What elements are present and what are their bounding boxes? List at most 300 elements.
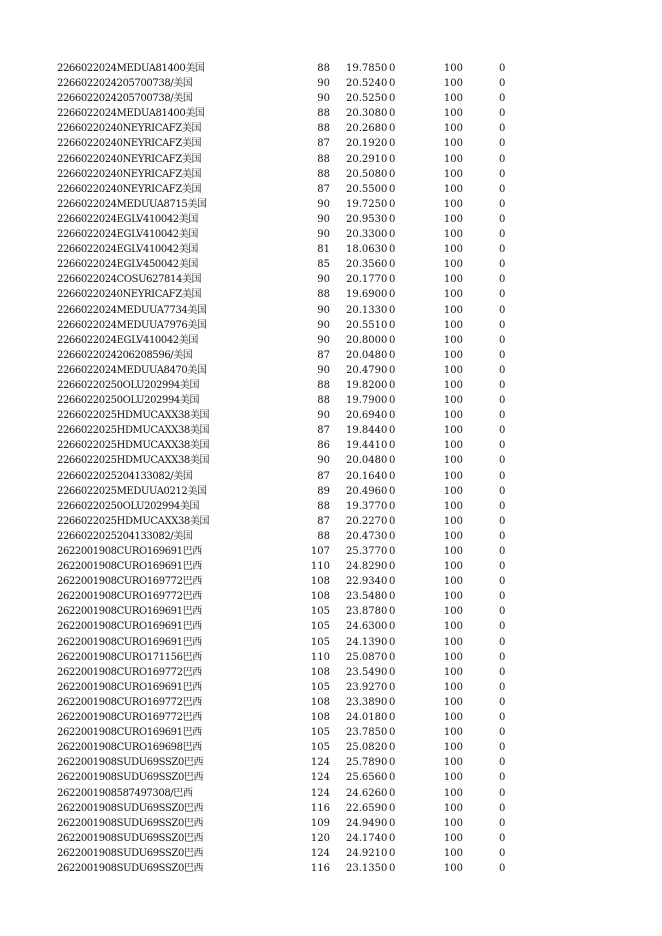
cell-code: 2622001908SUDU69SSZ0巴西 — [57, 832, 204, 844]
cell-zero: 0 — [499, 666, 506, 678]
cell-quantity: 90 — [317, 455, 330, 467]
cell-quantity: 105 — [310, 742, 330, 754]
cell-quantity: 81 — [317, 244, 330, 256]
cell-code: 2266022025HDMUCAXX38美国 — [57, 455, 210, 467]
cell-code: 2266022024206208596/美国 — [57, 349, 193, 361]
cell-zero: 0 — [389, 78, 396, 90]
cell-zero: 0 — [499, 757, 506, 769]
cell-hundred: 100 — [443, 862, 463, 874]
table-row — [0, 378, 662, 393]
cell-code: 2266022024MEDUUA7976美国 — [57, 319, 207, 331]
table-row — [0, 167, 662, 182]
cell-hundred: 100 — [443, 168, 463, 180]
cell-quantity: 105 — [310, 621, 330, 633]
cell-zero: 0 — [389, 259, 396, 271]
cell-zero: 0 — [499, 198, 506, 210]
cell-code: 2266022025HDMUCAXX38美国 — [57, 515, 210, 527]
cell-zero: 0 — [499, 410, 506, 422]
cell-rate: 20.2910 — [346, 153, 388, 165]
cell-zero: 0 — [499, 274, 506, 286]
cell-code: 2622001908CURO169772巴西 — [57, 591, 202, 603]
table-row — [0, 182, 662, 197]
cell-zero: 0 — [389, 319, 396, 331]
cell-hundred: 100 — [443, 379, 463, 391]
cell-zero: 0 — [499, 530, 506, 542]
cell-zero: 0 — [499, 802, 506, 814]
cell-quantity: 105 — [310, 636, 330, 648]
cell-rate: 24.6300 — [346, 621, 388, 633]
cell-zero: 0 — [499, 772, 506, 784]
cell-hundred: 100 — [443, 561, 463, 573]
cell-rate: 25.3770 — [346, 546, 388, 557]
cell-hundred: 100 — [443, 349, 463, 361]
cell-zero: 0 — [499, 712, 506, 724]
cell-hundred: 100 — [443, 440, 463, 452]
cell-rate: 20.4790 — [346, 364, 388, 376]
cell-hundred: 100 — [443, 78, 463, 90]
cell-hundred: 100 — [443, 696, 463, 708]
table-row — [0, 499, 662, 514]
table-row — [0, 91, 662, 106]
cell-rate: 19.7250 — [346, 198, 388, 210]
cell-hundred: 100 — [443, 425, 463, 437]
cell-zero: 0 — [389, 712, 396, 724]
table-row — [0, 801, 662, 816]
cell-code: 22660220240NEYRICAFZ美国 — [57, 168, 202, 180]
cell-code: 2266022025HDMUCAXX38美国 — [57, 410, 210, 422]
cell-rate: 24.9210 — [346, 847, 388, 859]
cell-rate: 22.9340 — [346, 576, 388, 588]
cell-quantity: 124 — [310, 847, 330, 859]
cell-zero: 0 — [389, 787, 396, 799]
cell-quantity: 88 — [317, 500, 330, 512]
cell-code: 2266022024MEDUA81400美国 — [57, 108, 205, 120]
cell-code: 2266022024MEDUUA7734美国 — [57, 304, 207, 316]
cell-zero: 0 — [389, 198, 396, 210]
cell-quantity: 110 — [310, 651, 330, 663]
cell-rate: 23.5480 — [346, 591, 388, 603]
cell-rate: 20.5500 — [346, 183, 388, 195]
cell-zero: 0 — [499, 455, 506, 467]
table-row — [0, 680, 662, 695]
cell-zero: 0 — [389, 681, 396, 693]
cell-code: 2266022024EGLV450042美国 — [57, 259, 198, 271]
table-row — [0, 665, 662, 680]
cell-zero: 0 — [389, 847, 396, 859]
cell-quantity: 105 — [310, 727, 330, 739]
cell-quantity: 124 — [310, 787, 330, 799]
cell-rate: 20.3300 — [346, 229, 388, 241]
cell-hundred: 100 — [443, 455, 463, 467]
cell-quantity: 87 — [317, 349, 330, 361]
table-row — [0, 318, 662, 333]
cell-zero: 0 — [389, 425, 396, 437]
table-row — [0, 469, 662, 484]
cell-zero: 0 — [389, 304, 396, 316]
cell-rate: 19.4410 — [346, 440, 388, 452]
cell-code: 2622001908SUDU69SSZ0巴西 — [57, 847, 204, 859]
cell-zero: 0 — [389, 364, 396, 376]
cell-zero: 0 — [499, 63, 506, 74]
cell-code: 2622001908CURO169691巴西 — [57, 681, 202, 693]
table-row — [0, 212, 662, 227]
cell-hundred: 100 — [443, 636, 463, 648]
cell-quantity: 116 — [310, 802, 330, 814]
cell-code: 2266022024205700738/美国 — [57, 78, 193, 90]
cell-quantity: 108 — [310, 666, 330, 678]
cell-quantity: 87 — [317, 425, 330, 437]
cell-zero: 0 — [499, 334, 506, 346]
table-row — [0, 257, 662, 272]
cell-zero: 0 — [389, 168, 396, 180]
cell-zero: 0 — [389, 410, 396, 422]
cell-quantity: 88 — [317, 530, 330, 542]
cell-hundred: 100 — [443, 198, 463, 210]
cell-zero: 0 — [389, 862, 396, 874]
cell-quantity: 90 — [317, 198, 330, 210]
cell-zero: 0 — [499, 742, 506, 754]
cell-rate: 25.7890 — [346, 757, 388, 769]
cell-zero: 0 — [389, 530, 396, 542]
cell-zero: 0 — [389, 817, 396, 829]
cell-rate: 25.6560 — [346, 772, 388, 784]
table-row — [0, 121, 662, 136]
table-row — [0, 287, 662, 302]
cell-quantity: 108 — [310, 576, 330, 588]
cell-code: 22660220250OLU202994美国 — [57, 500, 200, 512]
cell-quantity: 89 — [317, 485, 330, 497]
cell-zero: 0 — [499, 546, 506, 557]
cell-zero: 0 — [499, 727, 506, 739]
cell-code: 2622001908CURO169691巴西 — [57, 606, 202, 618]
table-row — [0, 695, 662, 710]
table-row — [0, 197, 662, 212]
cell-hundred: 100 — [443, 395, 463, 407]
cell-zero: 0 — [389, 229, 396, 241]
cell-rate: 20.9530 — [346, 213, 388, 225]
cell-hundred: 100 — [443, 651, 463, 663]
cell-hundred: 100 — [443, 213, 463, 225]
table-row — [0, 574, 662, 589]
cell-zero: 0 — [389, 591, 396, 603]
cell-hundred: 100 — [443, 742, 463, 754]
table-row — [0, 348, 662, 363]
cell-zero: 0 — [499, 696, 506, 708]
table-row — [0, 619, 662, 634]
cell-zero: 0 — [389, 500, 396, 512]
cell-zero: 0 — [389, 108, 396, 120]
cell-zero: 0 — [499, 138, 506, 150]
cell-hundred: 100 — [443, 847, 463, 859]
cell-quantity: 88 — [317, 108, 330, 120]
cell-zero: 0 — [389, 802, 396, 814]
cell-code: 2622001908CURO169772巴西 — [57, 712, 202, 724]
cell-code: 2622001908CURO169772巴西 — [57, 576, 202, 588]
cell-hundred: 100 — [443, 772, 463, 784]
table-row — [0, 423, 662, 438]
cell-rate: 23.1350 — [346, 862, 388, 874]
cell-rate: 20.2270 — [346, 515, 388, 527]
cell-quantity: 88 — [317, 63, 330, 74]
cell-zero: 0 — [499, 123, 506, 135]
cell-quantity: 107 — [310, 546, 330, 557]
table-row — [0, 604, 662, 619]
cell-code: 2622001908SUDU69SSZ0巴西 — [57, 772, 204, 784]
table-row — [0, 559, 662, 574]
table-row — [0, 453, 662, 468]
cell-zero: 0 — [499, 379, 506, 391]
cell-zero: 0 — [499, 108, 506, 120]
cell-hundred: 100 — [443, 289, 463, 301]
cell-zero: 0 — [499, 651, 506, 663]
cell-code: 2622001908CURO169772巴西 — [57, 696, 202, 708]
cell-zero: 0 — [389, 349, 396, 361]
cell-hundred: 100 — [443, 591, 463, 603]
cell-code: 2622001908SUDU69SSZ0巴西 — [57, 757, 204, 769]
cell-zero: 0 — [499, 561, 506, 573]
cell-zero: 0 — [499, 183, 506, 195]
cell-hundred: 100 — [443, 63, 463, 74]
cell-hundred: 100 — [443, 259, 463, 271]
cell-quantity: 87 — [317, 515, 330, 527]
cell-hundred: 100 — [443, 93, 463, 105]
cell-rate: 19.6900 — [346, 289, 388, 301]
cell-quantity: 110 — [310, 561, 330, 573]
cell-zero: 0 — [389, 440, 396, 452]
cell-code: 2266022024EGLV410042美国 — [57, 334, 198, 346]
cell-hundred: 100 — [443, 138, 463, 150]
cell-zero: 0 — [389, 485, 396, 497]
cell-zero: 0 — [499, 168, 506, 180]
table-row — [0, 725, 662, 740]
table-row — [0, 152, 662, 167]
cell-code: 22660220240NEYRICAFZ美国 — [57, 138, 202, 150]
table-row — [0, 438, 662, 453]
cell-hundred: 100 — [443, 123, 463, 135]
table-row — [0, 816, 662, 831]
cell-hundred: 100 — [443, 364, 463, 376]
cell-code: 2266022024205700738/美国 — [57, 93, 193, 105]
cell-code: 2266022025HDMUCAXX38美国 — [57, 440, 210, 452]
cell-rate: 24.8290 — [346, 561, 388, 573]
cell-zero: 0 — [389, 244, 396, 256]
cell-zero: 0 — [499, 817, 506, 829]
cell-quantity: 90 — [317, 93, 330, 105]
cell-zero: 0 — [389, 334, 396, 346]
cell-rate: 20.6940 — [346, 410, 388, 422]
cell-code: 22660220240NEYRICAFZ美国 — [57, 289, 202, 301]
cell-hundred: 100 — [443, 666, 463, 678]
cell-zero: 0 — [499, 425, 506, 437]
table-row — [0, 831, 662, 846]
cell-zero: 0 — [389, 576, 396, 588]
cell-zero: 0 — [499, 500, 506, 512]
cell-zero: 0 — [389, 93, 396, 105]
cell-rate: 23.3890 — [346, 696, 388, 708]
cell-hundred: 100 — [443, 319, 463, 331]
cell-zero: 0 — [389, 63, 396, 74]
cell-code: 2266022024EGLV410042美国 — [57, 244, 198, 256]
table-row — [0, 770, 662, 785]
cell-code: 2266022025204133082/美国 — [57, 470, 193, 482]
cell-zero: 0 — [499, 364, 506, 376]
table-row — [0, 589, 662, 604]
cell-code: 22660220240NEYRICAFZ美国 — [57, 183, 202, 195]
cell-rate: 24.1740 — [346, 832, 388, 844]
cell-code: 2266022024MEDUA81400美国 — [57, 63, 205, 74]
cell-rate: 20.2680 — [346, 123, 388, 135]
cell-rate: 20.4960 — [346, 485, 388, 497]
table-row — [0, 846, 662, 861]
table-row — [0, 514, 662, 529]
cell-rate: 23.9270 — [346, 681, 388, 693]
table-row — [0, 755, 662, 770]
cell-code: 2266022025HDMUCAXX38美国 — [57, 425, 210, 437]
cell-code: 2622001908CURO169698巴西 — [57, 742, 202, 754]
cell-zero: 0 — [499, 395, 506, 407]
table-row — [0, 740, 662, 755]
cell-zero: 0 — [389, 621, 396, 633]
table-row — [0, 635, 662, 650]
cell-rate: 25.0870 — [346, 651, 388, 663]
cell-zero: 0 — [389, 832, 396, 844]
cell-quantity: 124 — [310, 772, 330, 784]
cell-quantity: 90 — [317, 410, 330, 422]
cell-quantity: 120 — [310, 832, 330, 844]
cell-zero: 0 — [389, 696, 396, 708]
cell-quantity: 116 — [310, 862, 330, 874]
cell-hundred: 100 — [443, 500, 463, 512]
table-row — [0, 650, 662, 665]
cell-zero: 0 — [499, 289, 506, 301]
cell-rate: 24.6260 — [346, 787, 388, 799]
cell-quantity: 88 — [317, 395, 330, 407]
cell-code: 2622001908CURO169691巴西 — [57, 561, 202, 573]
cell-quantity: 87 — [317, 138, 330, 150]
table-row — [0, 861, 662, 876]
cell-zero: 0 — [499, 636, 506, 648]
cell-code: 2622001908CURO169691巴西 — [57, 636, 202, 648]
table-row — [0, 61, 662, 76]
cell-hundred: 100 — [443, 108, 463, 120]
cell-code: 22660220240NEYRICAFZ美国 — [57, 153, 202, 165]
cell-code: 2622001908CURO169691巴西 — [57, 727, 202, 739]
cell-quantity: 108 — [310, 696, 330, 708]
cell-code: 22660220250OLU202994美国 — [57, 379, 200, 391]
table-row — [0, 393, 662, 408]
cell-hundred: 100 — [443, 485, 463, 497]
cell-rate: 23.5490 — [346, 666, 388, 678]
cell-quantity: 88 — [317, 153, 330, 165]
cell-zero: 0 — [389, 395, 396, 407]
cell-quantity: 85 — [317, 259, 330, 271]
cell-zero: 0 — [389, 183, 396, 195]
cell-zero: 0 — [499, 681, 506, 693]
cell-zero: 0 — [499, 229, 506, 241]
table-row — [0, 484, 662, 499]
cell-code: 2622001908SUDU69SSZ0巴西 — [57, 817, 204, 829]
cell-zero: 0 — [499, 847, 506, 859]
cell-zero: 0 — [499, 470, 506, 482]
cell-hundred: 100 — [443, 153, 463, 165]
table-row — [0, 786, 662, 801]
cell-code: 2266022024MEDUUA8470美国 — [57, 364, 207, 376]
cell-quantity: 90 — [317, 229, 330, 241]
cell-quantity: 88 — [317, 289, 330, 301]
cell-zero: 0 — [389, 772, 396, 784]
cell-zero: 0 — [499, 621, 506, 633]
cell-rate: 18.0630 — [346, 244, 388, 256]
cell-rate: 20.3560 — [346, 259, 388, 271]
cell-zero: 0 — [389, 289, 396, 301]
cell-zero: 0 — [499, 244, 506, 256]
cell-zero: 0 — [499, 319, 506, 331]
cell-rate: 20.5240 — [346, 78, 388, 90]
cell-zero: 0 — [389, 727, 396, 739]
cell-rate: 20.1920 — [346, 138, 388, 150]
cell-quantity: 87 — [317, 470, 330, 482]
cell-rate: 20.1640 — [346, 470, 388, 482]
cell-zero: 0 — [389, 123, 396, 135]
table-row — [0, 272, 662, 287]
cell-hundred: 100 — [443, 530, 463, 542]
cell-rate: 24.9490 — [346, 817, 388, 829]
cell-zero: 0 — [499, 78, 506, 90]
cell-zero: 0 — [499, 485, 506, 497]
cell-hundred: 100 — [443, 681, 463, 693]
cell-zero: 0 — [499, 576, 506, 588]
cell-code: 2622001908CURO171156巴西 — [57, 651, 202, 663]
cell-rate: 24.1390 — [346, 636, 388, 648]
cell-zero: 0 — [389, 757, 396, 769]
cell-code: 2266022024MEDUUA8715美国 — [57, 198, 207, 210]
cell-rate: 20.3080 — [346, 108, 388, 120]
table-row — [0, 544, 662, 559]
cell-zero: 0 — [389, 666, 396, 678]
cell-quantity: 90 — [317, 319, 330, 331]
cell-hundred: 100 — [443, 334, 463, 346]
cell-rate: 20.0480 — [346, 349, 388, 361]
cell-code: 22660220240NEYRICAFZ美国 — [57, 123, 202, 135]
table-row — [0, 408, 662, 423]
cell-quantity: 90 — [317, 78, 330, 90]
cell-quantity: 90 — [317, 304, 330, 316]
cell-rate: 23.7850 — [346, 727, 388, 739]
table-row — [0, 333, 662, 348]
table-row — [0, 363, 662, 378]
cell-zero: 0 — [389, 546, 396, 557]
cell-zero: 0 — [499, 591, 506, 603]
table-row — [0, 76, 662, 91]
cell-code: 22660220250OLU202994美国 — [57, 395, 200, 407]
cell-quantity: 105 — [310, 681, 330, 693]
cell-code: 2622001908CURO169691巴西 — [57, 546, 202, 557]
cell-rate: 24.0180 — [346, 712, 388, 724]
cell-code: 2622001908CURO169691巴西 — [57, 621, 202, 633]
cell-rate: 22.6590 — [346, 802, 388, 814]
cell-hundred: 100 — [443, 727, 463, 739]
table-row — [0, 227, 662, 242]
cell-hundred: 100 — [443, 274, 463, 286]
cell-hundred: 100 — [443, 546, 463, 557]
cell-zero: 0 — [499, 440, 506, 452]
cell-zero: 0 — [389, 651, 396, 663]
cell-zero: 0 — [499, 862, 506, 874]
cell-quantity: 88 — [317, 379, 330, 391]
cell-quantity: 109 — [310, 817, 330, 829]
cell-code: 2622001908SUDU69SSZ0巴西 — [57, 862, 204, 874]
cell-hundred: 100 — [443, 410, 463, 422]
